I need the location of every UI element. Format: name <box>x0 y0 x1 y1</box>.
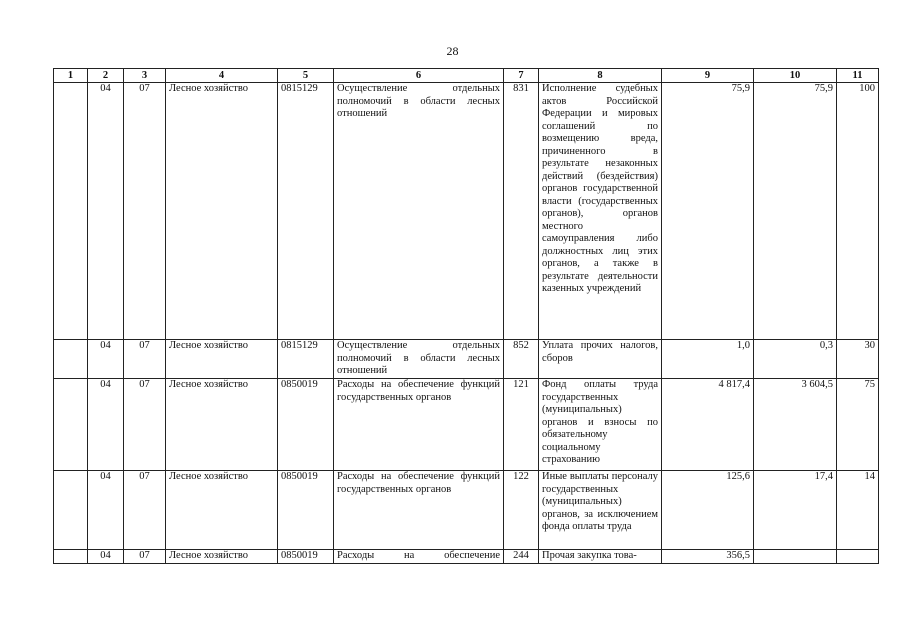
cell-expense-type-name: Иные выплаты персоналу государственных (муниципальных) органов, за исключением фонда оплаты труда <box>539 471 662 550</box>
header-col-10: 10 <box>754 69 837 83</box>
cell-section <box>88 550 124 564</box>
table-row <box>54 83 879 340</box>
cell-text: 0850019 <box>281 550 318 561</box>
cell-section: 04 <box>88 471 124 550</box>
cell-expense-type-name <box>539 550 662 564</box>
cell-col-1 <box>54 83 88 340</box>
cell-section-name: Лесное хозяйство <box>166 379 278 471</box>
header-col-4: 4 <box>166 69 278 83</box>
header-col-9: 9 <box>662 69 754 83</box>
cell-expense-type-code: 122 <box>504 471 539 550</box>
table-row <box>54 471 879 550</box>
header-row <box>54 69 879 83</box>
header-col-7: 7 <box>504 69 539 83</box>
cell-target-name: Расходы на обеспечение функций государственных органов <box>334 379 504 471</box>
cell-expense-type-name: Исполнение судебных актов Российской Федерации и мировых соглашений по возмещению вреда, причиненного в результате незаконных действий (бездействия) органов государственной власти (государственных органов), органов местного самоуправления либо должностных лиц этих органов, а также в результате деятельности казенных учреждений <box>539 83 662 340</box>
cell-target-code <box>278 550 334 564</box>
cell-section-name: Лесное хозяйство <box>166 340 278 379</box>
cell-planned-amount: 4 817,4 <box>662 379 754 471</box>
cell-text: 244 <box>513 550 529 561</box>
cell-subsection: 07 <box>124 340 166 379</box>
cell-text: 07 <box>139 550 150 561</box>
cell-executed-amount: 17,4 <box>754 471 837 550</box>
cell-target-name: Осуществление отдельных полномочий в области лесных отношений <box>334 83 504 340</box>
cell-col-1 <box>54 550 88 564</box>
cell-section-name: Лесное хозяйство <box>166 471 278 550</box>
cell-executed-amount: 3 604,5 <box>754 379 837 471</box>
cell-percent <box>837 550 879 564</box>
cell-col-1 <box>54 340 88 379</box>
header-col-1: 1 <box>54 69 88 83</box>
cell-executed-amount: 75,9 <box>754 83 837 340</box>
cell-subsection: 07 <box>124 83 166 340</box>
cell-text: Прочая закупка това- <box>542 550 637 561</box>
cell-expense-type-code <box>504 550 539 564</box>
header-col-3: 3 <box>124 69 166 83</box>
budget-table <box>53 68 879 564</box>
cell-target-name <box>334 550 504 564</box>
cell-planned-amount: 125,6 <box>662 471 754 550</box>
cell-text <box>757 550 833 563</box>
cell-section: 04 <box>88 83 124 340</box>
cell-section: 04 <box>88 340 124 379</box>
cell-planned-amount: 75,9 <box>662 83 754 340</box>
cell-col-1 <box>54 379 88 471</box>
cell-expense-type-code: 852 <box>504 340 539 379</box>
cell-col-1 <box>54 471 88 550</box>
cell-text <box>57 550 84 563</box>
table-row <box>54 550 879 564</box>
cell-target-name: Осуществление отдельных полномочий в области лесных отношений <box>334 340 504 379</box>
page-number: 28 <box>446 44 459 58</box>
cell-text <box>840 550 875 563</box>
table-row <box>54 340 879 379</box>
header-col-6: 6 <box>334 69 504 83</box>
cell-text: Расходы на обеспечение <box>337 550 500 561</box>
cell-target-code: 0815129 <box>278 83 334 340</box>
header-col-5: 5 <box>278 69 334 83</box>
cell-target-code: 0815129 <box>278 340 334 379</box>
cell-planned-amount <box>662 550 754 564</box>
cell-section-name: Лесное хозяйство <box>166 83 278 340</box>
cell-target-name: Расходы на обеспечение функций государственных органов <box>334 471 504 550</box>
cell-subsection <box>124 550 166 564</box>
cell-subsection: 07 <box>124 379 166 471</box>
cell-percent: 100 <box>837 83 879 340</box>
cell-planned-amount: 1,0 <box>662 340 754 379</box>
cell-subsection: 07 <box>124 471 166 550</box>
cell-expense-type-code: 121 <box>504 379 539 471</box>
table-row <box>54 379 879 471</box>
cell-executed-amount <box>754 550 837 564</box>
cell-text: 356,5 <box>726 550 750 561</box>
cell-percent: 75 <box>837 379 879 471</box>
cell-text: 04 <box>100 550 111 561</box>
cell-expense-type-name: Уплата прочих налогов, сборов <box>539 340 662 379</box>
cell-percent: 30 <box>837 340 879 379</box>
cell-expense-type-code: 831 <box>504 83 539 340</box>
cell-executed-amount: 0,3 <box>754 340 837 379</box>
header-col-8: 8 <box>539 69 662 83</box>
header-col-2: 2 <box>88 69 124 83</box>
cell-target-code: 0850019 <box>278 379 334 471</box>
cell-target-code: 0850019 <box>278 471 334 550</box>
cell-text: Лесное хозяйство <box>169 550 248 561</box>
header-col-11: 11 <box>837 69 879 83</box>
cell-section: 04 <box>88 379 124 471</box>
cell-expense-type-name: Фонд оплаты труда государственных (муниципальных) органов и взносы по обязательному социальному страхованию <box>539 379 662 471</box>
cell-percent: 14 <box>837 471 879 550</box>
cell-section-name <box>166 550 278 564</box>
